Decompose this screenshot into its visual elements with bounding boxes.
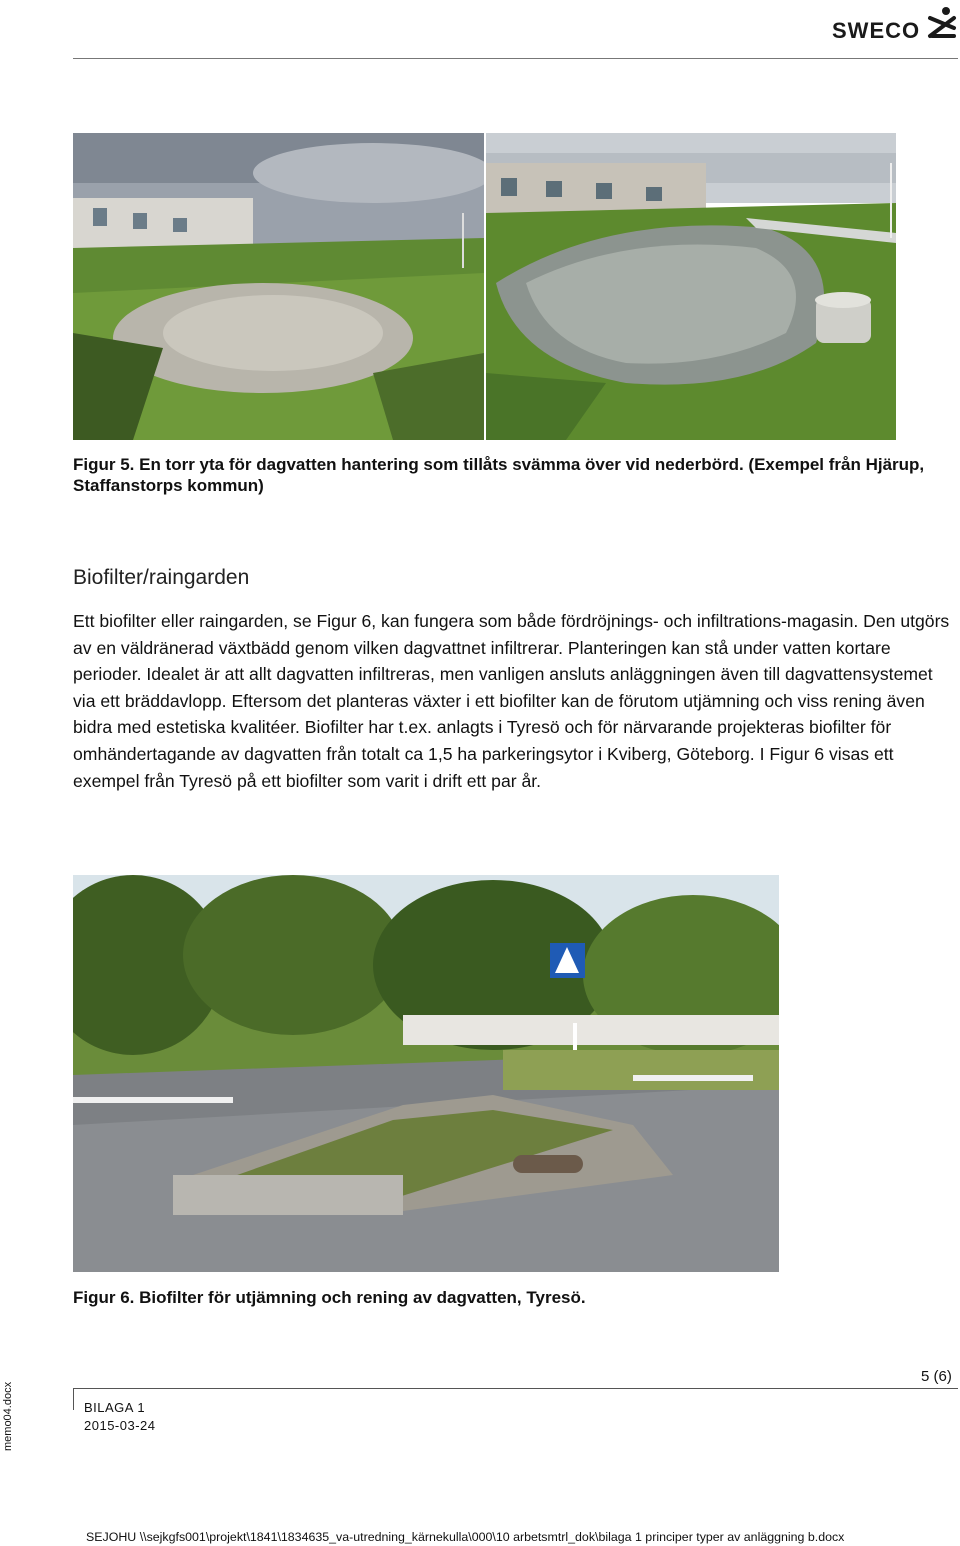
header-divider	[73, 58, 958, 59]
figure6-caption: Figur 6. Biofilter för utjämning och rening av dagvatten, Tyresö.	[73, 1288, 586, 1307]
footer-file-path: SEJOHU \\sejkgfs001\projekt\1841\1834635_va-utredning_kärnekulla\000\10 arbetsmtrl_dok\bilaga 1 principer typer av anläggning b.docx	[86, 1530, 845, 1544]
page-number: 5 (6)	[921, 1368, 952, 1385]
figure5-photo-flooded-basin	[486, 133, 896, 440]
figure6-photo-biofilter	[73, 875, 779, 1272]
appendix-label: BILAGA 1	[84, 1400, 146, 1415]
sweco-logo	[832, 6, 958, 44]
logo-text: SWECO	[832, 18, 921, 43]
footer-divider-tick	[73, 1388, 74, 1410]
footer-divider	[73, 1388, 958, 1389]
template-label: memo04.docx	[2, 1381, 14, 1451]
sweco-mark-icon	[926, 6, 958, 44]
figure5-photo-dry-basin	[73, 133, 484, 440]
section-heading: Biofilter/raingarden	[73, 566, 250, 589]
section-body: Ett biofilter eller raingarden, se Figur 6, kan fungera som både fördröjnings- och infiltrations-magasin. Den utgörs av en väldränerad växtbädd genom vilken dagvattnet infiltrerar. Planteringen kan stå under vatten kortare perioder. Idealet är att allt dagvatten infiltreras, men vanligen ansluts anläggningen även till dagvattensystemet via ett bräddavlopp. Eftersom det planteras växter i ett biofilter kan de förutom utjämning och viss rening även bidra med estetiska kvalitéer. Biofilter har t.ex. anlagts i Tyresö och för närvarande projekteras biofilter för omhändertagande av dagvatten från totalt ca 1,5 ha parkeringsytor i Kviberg, Göteborg. I Figur 6 visas ett exempel från Tyresö på ett biofilter som varit i drift ett par år.	[73, 611, 950, 791]
document-date: 2015-03-24	[84, 1418, 156, 1433]
figure5-caption: Figur 5. En torr yta för dagvatten hantering som tillåts svämma över vid nederbörd. (Exempel från Hjärup, Staffanstorps kommun)	[73, 455, 925, 495]
